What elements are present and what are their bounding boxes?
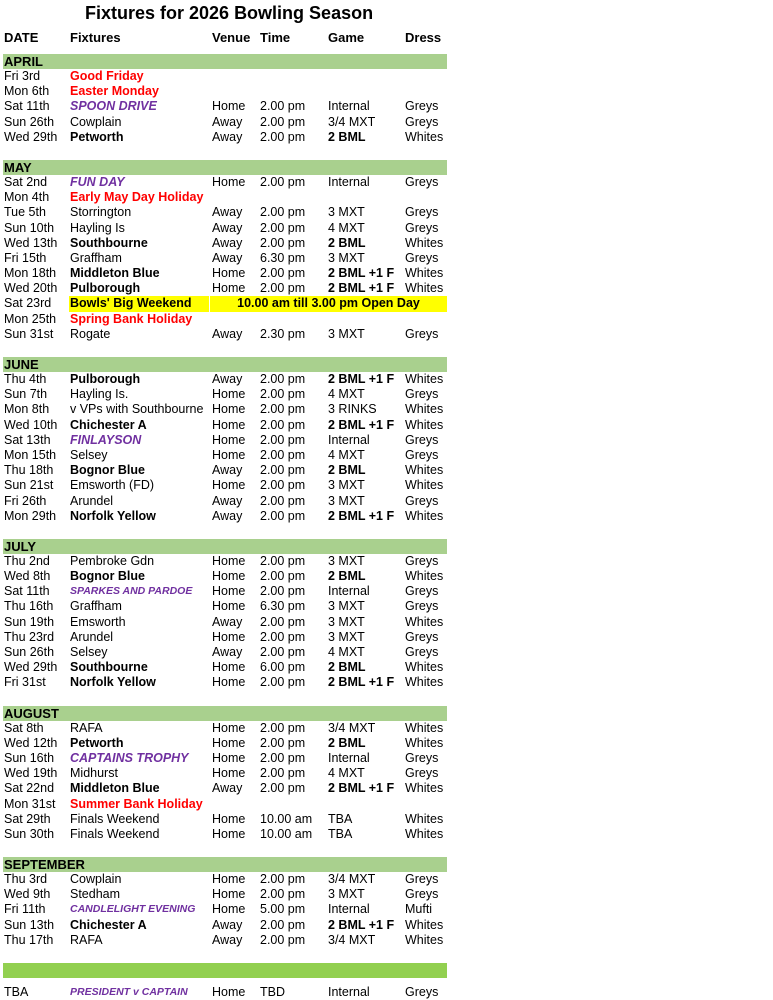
table-row: Sun 30th Finals Weekend Home 10.00 am TBA Whites xyxy=(4,826,444,841)
table-row: Sun 26th Selsey Away 2.00 pm 4 MXT Greys xyxy=(4,645,439,659)
table-row: Sun 19th Emsworth Away 2.00 pm 3 MXT Whites xyxy=(4,614,444,629)
month-band-april: APRIL xyxy=(3,54,447,69)
table-row: Wed 13th Southbourne Away 2.00 pm 2 BML Whites xyxy=(4,235,444,250)
table-row: Sat 22nd Middleton Blue Away 2.00 pm 2 BML +1 F Whites xyxy=(4,781,444,796)
table-row: Thu 17th RAFA Away 2.00 pm 3/4 MXT Whites xyxy=(4,932,444,947)
table-row: Wed 9th Stedham Home 2.00 pm 3 MXT Greys xyxy=(4,887,439,902)
month-band-may: MAY xyxy=(3,160,447,175)
header-game: Game xyxy=(328,30,365,45)
open-day-note: 10.00 am till 3.00 pm Open Day xyxy=(210,296,447,311)
table-row: Mon 6th Easter Monday xyxy=(4,84,159,99)
table-row: Mon 31st Summer Bank Holiday xyxy=(4,796,203,811)
table-row: Tue 5th Storrington Away 2.00 pm 3 MXT Greys xyxy=(4,205,439,220)
table-row-extra: TBA PRESIDENT v CAPTAIN Home TBD Internal Greys xyxy=(4,985,439,999)
page-title: Fixtures for 2026 Bowling Season xyxy=(85,3,374,23)
table-row: Sun 26th Cowplain Away 2.00 pm 3/4 MXT Greys xyxy=(4,114,439,129)
table-row: Thu 18th Bognor Blue Away 2.00 pm 2 BML Whites xyxy=(4,463,444,478)
table-row: Sat 11th SPOON DRIVE Home 2.00 pm Internal Greys xyxy=(4,99,439,114)
table-row: Wed 10th Chichester A Home 2.00 pm 2 BML +1 F Whites xyxy=(4,417,444,432)
table-row: Thu 2nd Pembroke Gdn Home 2.00 pm 3 MXT Greys xyxy=(4,553,439,568)
table-row: Mon 25th Spring Bank Holiday xyxy=(4,311,193,326)
table-row: Mon 29th Norfolk Yellow Away 2.00 pm 2 BML +1 F Whites xyxy=(4,508,444,523)
table-row: Sat 8th RAFA Home 2.00 pm 3/4 MXT Whites xyxy=(4,720,444,735)
table-row: Sat 2nd FUN DAY Home 2.00 pm Internal Greys xyxy=(4,174,439,189)
table-row: Fri 26th Arundel Away 2.00 pm 3 MXT Greys xyxy=(4,493,439,508)
table-row: Mon 8th v VPs with Southbourne Home 2.00 pm 3 RINKS Whites xyxy=(4,402,444,417)
table-row: Mon 18th Middleton Blue Home 2.00 pm 2 BML +1 F Whites xyxy=(4,266,444,281)
end-band xyxy=(3,963,447,978)
table-row: Wed 8th Bognor Blue Home 2.00 pm 2 BML Whites xyxy=(4,569,444,584)
table-row: Mon 15th Selsey Home 2.00 pm 4 MXT Greys xyxy=(4,447,439,462)
table-row: Wed 19th Midhurst Home 2.00 pm 4 MXT Greys xyxy=(4,766,439,781)
table-row: Sat 29th Finals Weekend Home 10.00 am TBA Whites xyxy=(4,811,444,826)
header-date: DATE xyxy=(4,30,39,45)
table-row: Thu 4th Pulborough Away 2.00 pm 2 BML +1 F Whites xyxy=(4,372,444,386)
highlight-fixture: Bowls' Big Weekend xyxy=(69,296,209,311)
table-row: Mon 4th Early May Day Holiday xyxy=(4,190,204,205)
table-row: Wed 29th Petworth Away 2.00 pm 2 BML Whites xyxy=(4,129,444,144)
table-row: Sun 13th Chichester A Away 2.00 pm 2 BML +1 F Whites xyxy=(4,917,444,932)
table-row: Fri 15th Graffham Away 6.30 pm 3 MXT Greys xyxy=(4,250,439,265)
table-row: Sun 21st Emsworth (FD) Home 2.00 pm 3 MXT Whites xyxy=(4,478,444,493)
month-band-august: AUGUST xyxy=(3,706,447,721)
table-row: Sun 7th Hayling Is. Home 2.00 pm 4 MXT Greys xyxy=(4,387,439,402)
table-row: Wed 12th Petworth Home 2.00 pm 2 BML Whites xyxy=(4,735,444,750)
table-row: Wed 29th Southbourne Home 6.00 pm 2 BML Whites xyxy=(4,660,444,675)
table-row: Sun 10th Hayling Is Away 2.00 pm 4 MXT Greys xyxy=(4,220,439,235)
table-row-highlight: Sat 23rd Bowls' Big Weekend 10.00 am till 3.00 pm Open Day xyxy=(3,296,447,311)
month-band-june: JUNE xyxy=(3,357,447,372)
table-row: Wed 20th Pulborough Home 2.00 pm 2 BML +1 F Whites xyxy=(4,281,444,296)
header-venue: Venue xyxy=(212,30,251,45)
table-row: Sat 11th SPARKES AND PARDOE Home 2.00 pm Internal Greys xyxy=(4,584,439,599)
header-dress: Dress xyxy=(405,30,442,45)
table-row: Sun 16th CAPTAINS TROPHY Home 2.00 pm Internal Greys xyxy=(4,750,439,765)
fixtures-sheet xyxy=(3,54,447,1000)
table-row: Thu 23rd Arundel Home 2.00 pm 3 MXT Greys xyxy=(4,629,439,644)
table-row: Fri 3rd Good Friday xyxy=(4,69,144,83)
month-band-july: JULY xyxy=(3,539,447,554)
table-row: Sun 31st Rogate Away 2.30 pm 3 MXT Greys xyxy=(4,326,439,341)
header-fixtures: Fixtures xyxy=(70,30,121,45)
table-row: Sat 13th FINLAYSON Home 2.00 pm Internal Greys xyxy=(4,432,439,447)
table-row: Thu 3rd Cowplain Home 2.00 pm 3/4 MXT Greys xyxy=(4,872,439,887)
month-band-september: SEPTEMBER xyxy=(3,857,447,872)
table-row: Thu 16th Graffham Home 6.30 pm 3 MXT Greys xyxy=(4,599,439,614)
header-time: Time xyxy=(260,30,291,45)
table-row: Fri 31st Norfolk Yellow Home 2.00 pm 2 BML +1 F Whites xyxy=(4,675,444,690)
table-row: Fri 11th CANDLELIGHT EVENING Home 5.00 pm Internal Mufti xyxy=(4,902,433,917)
